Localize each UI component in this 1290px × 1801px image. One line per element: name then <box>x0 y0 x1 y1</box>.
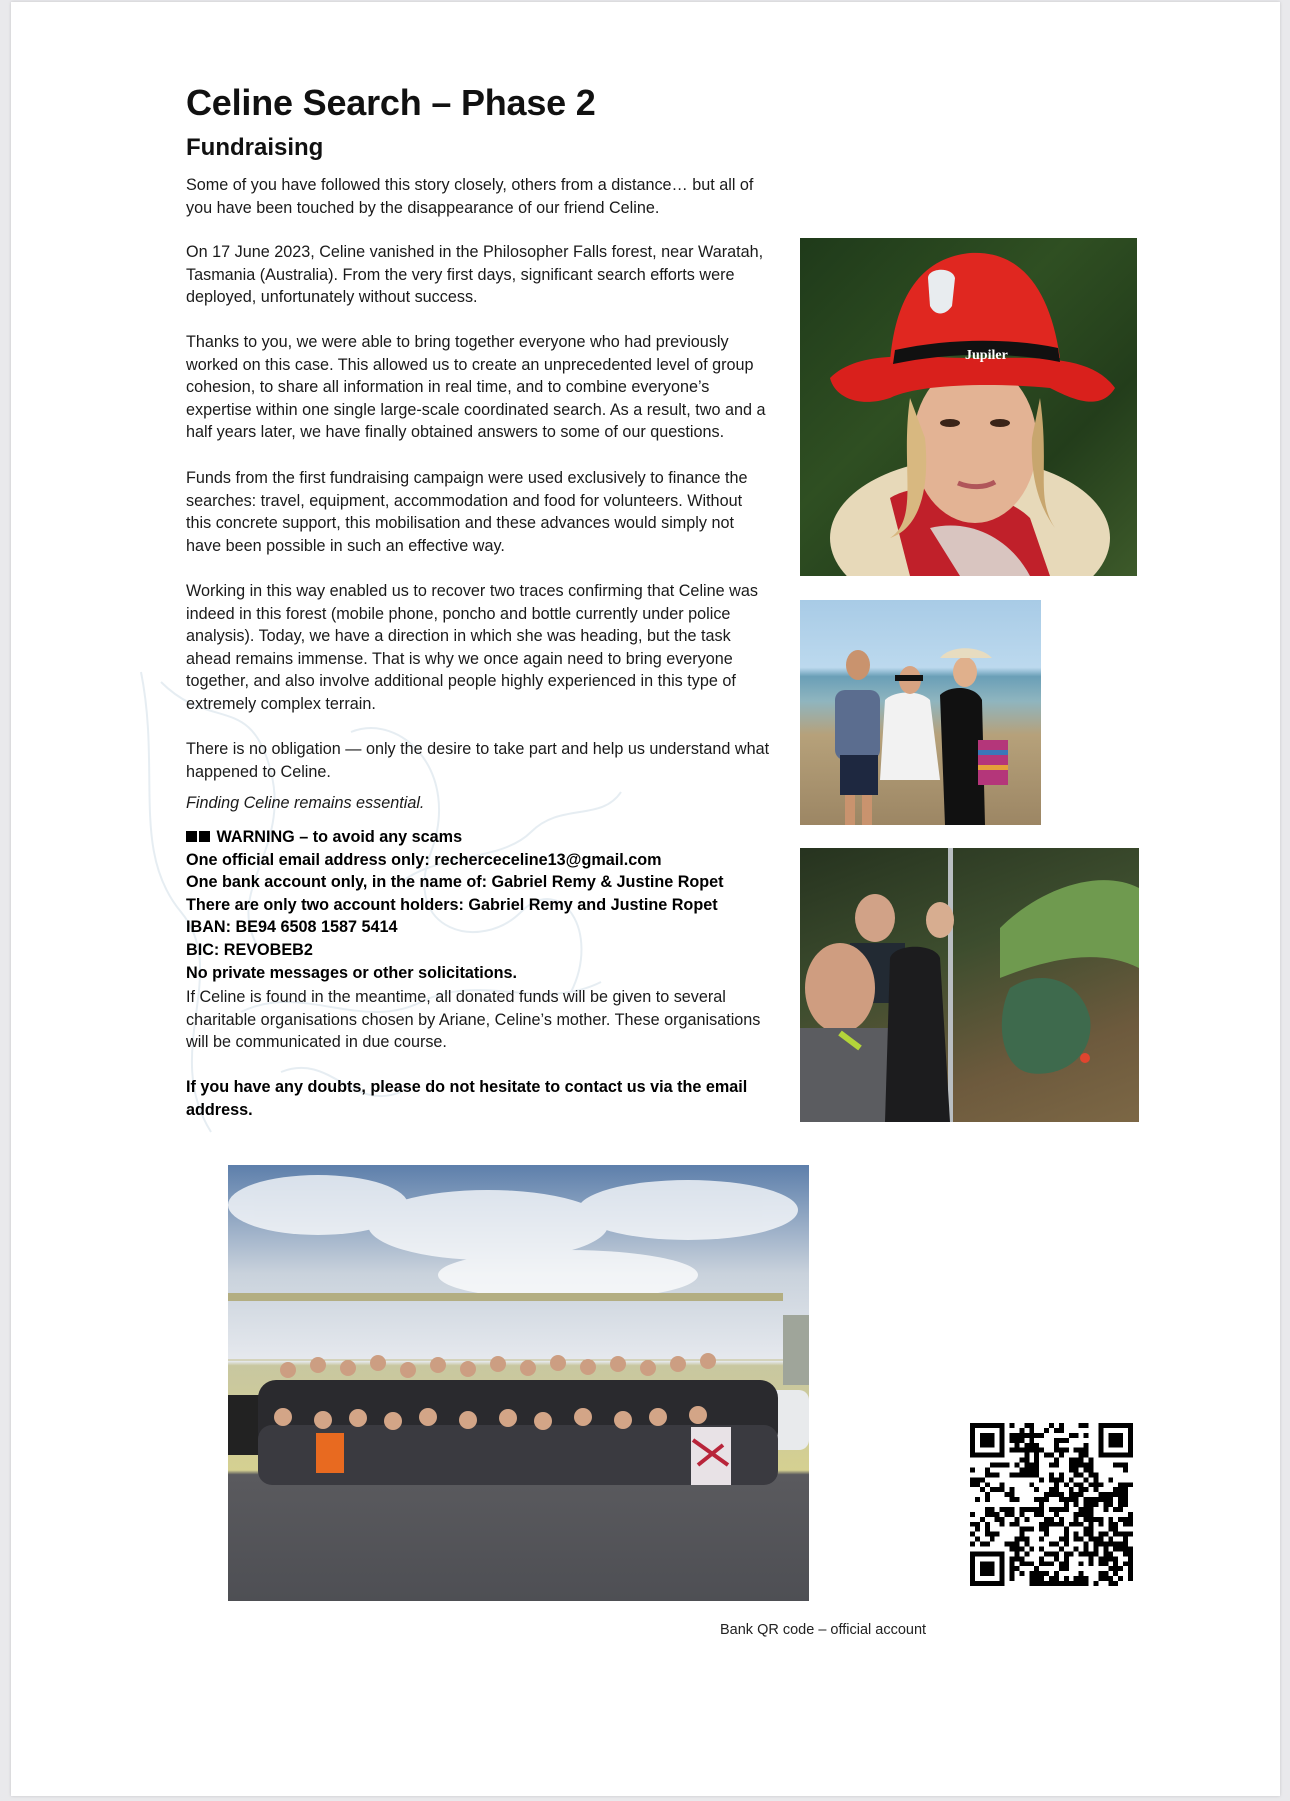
paragraph-funds <box>186 467 806 557</box>
text-line: analysis). Today, we have a direction in which she was heading, but the task <box>186 627 731 646</box>
warning-heading-text: WARNING – to avoid any scams <box>216 828 463 846</box>
text-line: On 17 June 2023, Celine vanished in the Philosopher Falls forest, near Waratah, <box>186 243 764 261</box>
text-line: searches: travel, equipment, accommodation and food for volunteers. Without <box>186 491 743 510</box>
tagline <box>186 792 806 815</box>
warning-holders-line: There are only two account holders: Gabriel Remy and Justine Ropet <box>186 895 718 914</box>
text-line: If Celine is found in the meantime, all donated funds will be given to several <box>186 988 726 1006</box>
text-line: deployed, unfortunately without success. <box>186 288 478 307</box>
text-line: There is no obligation — only the desire to take part and help us understand what <box>186 740 770 758</box>
text-line: address. <box>186 1100 253 1119</box>
photo-three-people-harbour <box>800 600 1041 825</box>
text-line: expertise within one single large-scale coordinated search. As a result, two and a <box>186 400 766 419</box>
text-line: Tasmania (Australia). From the very first days, significant search efforts were <box>186 265 735 284</box>
text-line: cohesion, to share all information in real time, and to combine everyone’s <box>186 378 710 397</box>
text-line: you have been touched by the disappearance of our friend Celine. <box>186 198 660 217</box>
forest-illustration <box>800 848 1139 1122</box>
warning-block <box>186 826 806 984</box>
text-line: indeed in this forest (mobile phone, poncho and bottle currently under police <box>186 604 731 623</box>
text-line: have been possible in such an effective way. <box>186 536 505 555</box>
text-line: Some of you have followed this story closely, others from a distance… but all of <box>186 176 754 194</box>
text-line: together, and also involve additional people highly experienced in this type of <box>186 672 736 691</box>
text-line: half years later, we have finally obtained answers to some of our questions. <box>186 423 725 442</box>
warning-square-icon <box>186 831 197 842</box>
text-line: If you have any doubts, please do not hesitate to contact us via the email <box>186 1078 748 1096</box>
paragraph-disappearance <box>186 241 806 309</box>
paragraph-traces <box>186 580 806 716</box>
text-line: Thanks to you, we were able to bring together everyone who had previously <box>186 333 729 351</box>
warning-square-icon <box>199 831 210 842</box>
hat-band-text: Jupiler <box>965 348 1008 363</box>
portrait-illustration <box>800 238 1137 576</box>
warning-bic-line: BIC: REVOBEB2 <box>186 940 313 959</box>
warning-iban-line: IBAN: BE94 6508 1587 5414 <box>186 918 398 937</box>
section-subtitle: Fundraising <box>186 134 324 161</box>
text-line: worked on this case. This allowed us to create an unprecedented level of group <box>186 355 754 374</box>
warning-account-line: One bank account only, in the name of: Gabriel Remy & Justine Ropet <box>186 873 724 892</box>
page-title: Celine Search – Phase 2 <box>186 82 596 123</box>
paragraph-no-obligation <box>186 738 806 783</box>
paragraph-thanks <box>186 331 806 444</box>
bank-qr-code[interactable] <box>970 1423 1133 1586</box>
text-line: ahead remains immense. That is why we once again need to bring everyone <box>186 649 733 668</box>
group-illustration <box>228 1165 809 1601</box>
warning-heading <box>186 826 806 849</box>
text-line: happened to Celine. <box>186 762 331 781</box>
paragraph-contact-note <box>186 1076 806 1121</box>
warning-email-line: One official email address only: recherceceline13@gmail.com <box>186 850 662 869</box>
warning-no-messages-line: No private messages or other solicitations. <box>186 963 518 982</box>
text-line: Finding Celine remains essential. <box>186 794 425 812</box>
harbour-illustration <box>800 600 1041 825</box>
photo-volunteer-group <box>228 1165 809 1601</box>
text-line: Working in this way enabled us to recover two traces confirming that Celine was <box>186 582 758 600</box>
text-line: charitable organisations chosen by Ariane, Celine’s mother. These organisations <box>186 1010 761 1029</box>
qr-code-icon <box>970 1423 1133 1586</box>
paragraph-intro <box>186 174 806 219</box>
text-line: extremely complex terrain. <box>186 694 376 713</box>
text-line: this concrete support, this mobilisation and these advances would simply not <box>186 514 734 533</box>
text-line: Funds from the first fundraising campaign were used exclusively to finance the <box>186 469 748 487</box>
photo-forest-selfie <box>800 848 1139 1122</box>
photo-portrait-red-hat <box>800 238 1137 576</box>
document-page <box>11 2 1280 1796</box>
text-line: will be communicated in due course. <box>186 1033 447 1052</box>
paragraph-found-note <box>186 986 806 1054</box>
qr-caption: Bank QR code – official account <box>720 1622 927 1638</box>
